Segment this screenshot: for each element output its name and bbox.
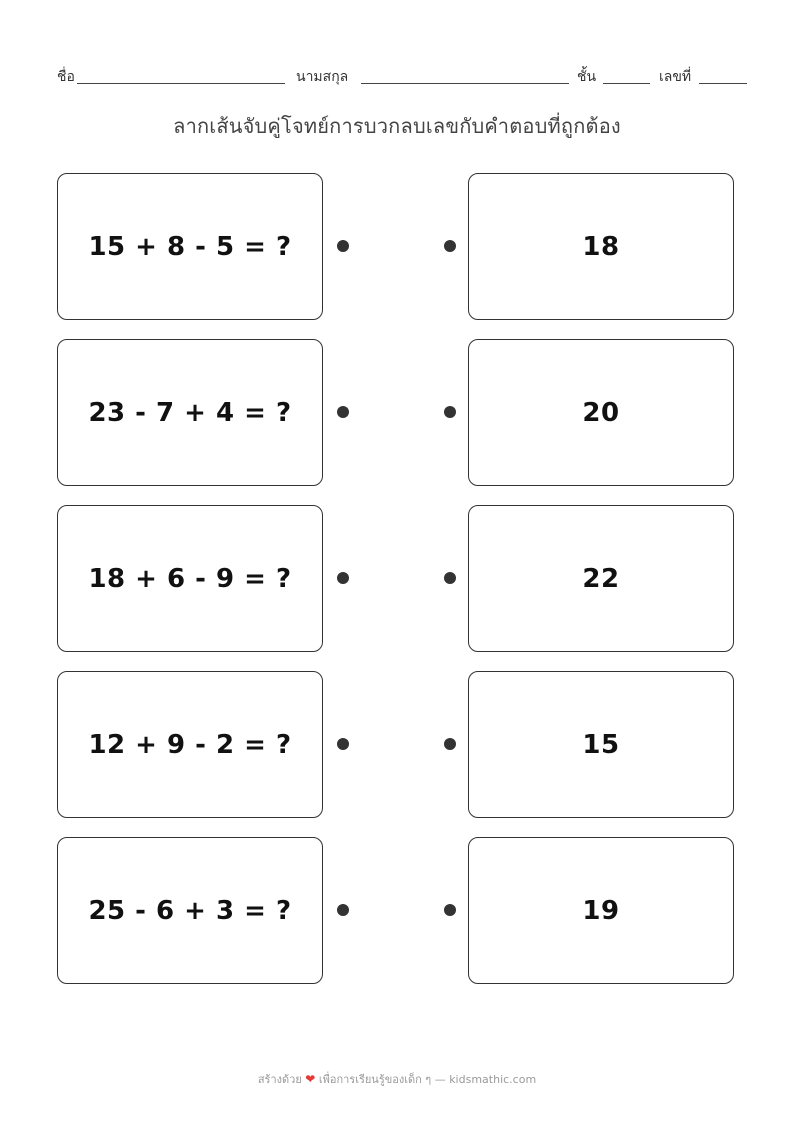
student-info-row [57, 64, 747, 86]
answer-text: 20 [582, 397, 620, 428]
answer-text: 18 [582, 231, 620, 262]
number-label: เลขที่ [659, 69, 692, 85]
answer-card[interactable] [468, 671, 734, 818]
answer-connector-dot[interactable] [444, 738, 456, 750]
answer-text: 15 [582, 729, 620, 760]
problem-card[interactable] [57, 339, 323, 486]
problem-text: 25 - 6 + 3 = ? [88, 895, 292, 926]
answer-text: 22 [582, 563, 620, 594]
problem-card[interactable] [57, 837, 323, 984]
answer-card[interactable] [468, 339, 734, 486]
answer-text: 19 [582, 895, 620, 926]
problem-connector-dot[interactable] [337, 406, 349, 418]
heart-icon: ❤ [305, 1072, 316, 1086]
problem-text: 23 - 7 + 4 = ? [88, 397, 292, 428]
problem-connector-dot[interactable] [337, 240, 349, 252]
surname-field[interactable] [361, 83, 569, 84]
problem-connector-dot[interactable] [337, 738, 349, 750]
class-label: ชั้น [577, 69, 597, 85]
answer-connector-dot[interactable] [444, 406, 456, 418]
answer-connector-dot[interactable] [444, 904, 456, 916]
answer-connector-dot[interactable] [444, 240, 456, 252]
answer-card[interactable] [468, 505, 734, 652]
worksheet-title: ลากเส้นจับคู่โจทย์การบวกลบเลขกับคำตอบที่ถูกต้อง [173, 114, 621, 138]
name-field[interactable] [77, 83, 285, 84]
footer-text-after: เพื่อการเรียนรู้ของเด็ก ๆ — kidsmathic.com [318, 1073, 537, 1086]
answer-card[interactable] [468, 173, 734, 320]
problem-text: 18 + 6 - 9 = ? [88, 563, 292, 594]
number-field[interactable] [699, 83, 747, 84]
problem-card[interactable] [57, 671, 323, 818]
answer-connector-dot[interactable] [444, 572, 456, 584]
problem-card[interactable] [57, 505, 323, 652]
class-field[interactable] [603, 83, 650, 84]
answer-card[interactable] [468, 837, 734, 984]
problem-connector-dot[interactable] [337, 572, 349, 584]
problem-text: 15 + 8 - 5 = ? [88, 231, 292, 262]
problem-text: 12 + 9 - 2 = ? [88, 729, 292, 760]
surname-label: นามสกุล [296, 69, 349, 85]
footer [0, 1070, 794, 1088]
name-label: ชื่อ [57, 69, 75, 85]
problem-card[interactable] [57, 173, 323, 320]
footer-text-before: สร้างด้วย [257, 1073, 302, 1086]
problem-connector-dot[interactable] [337, 904, 349, 916]
